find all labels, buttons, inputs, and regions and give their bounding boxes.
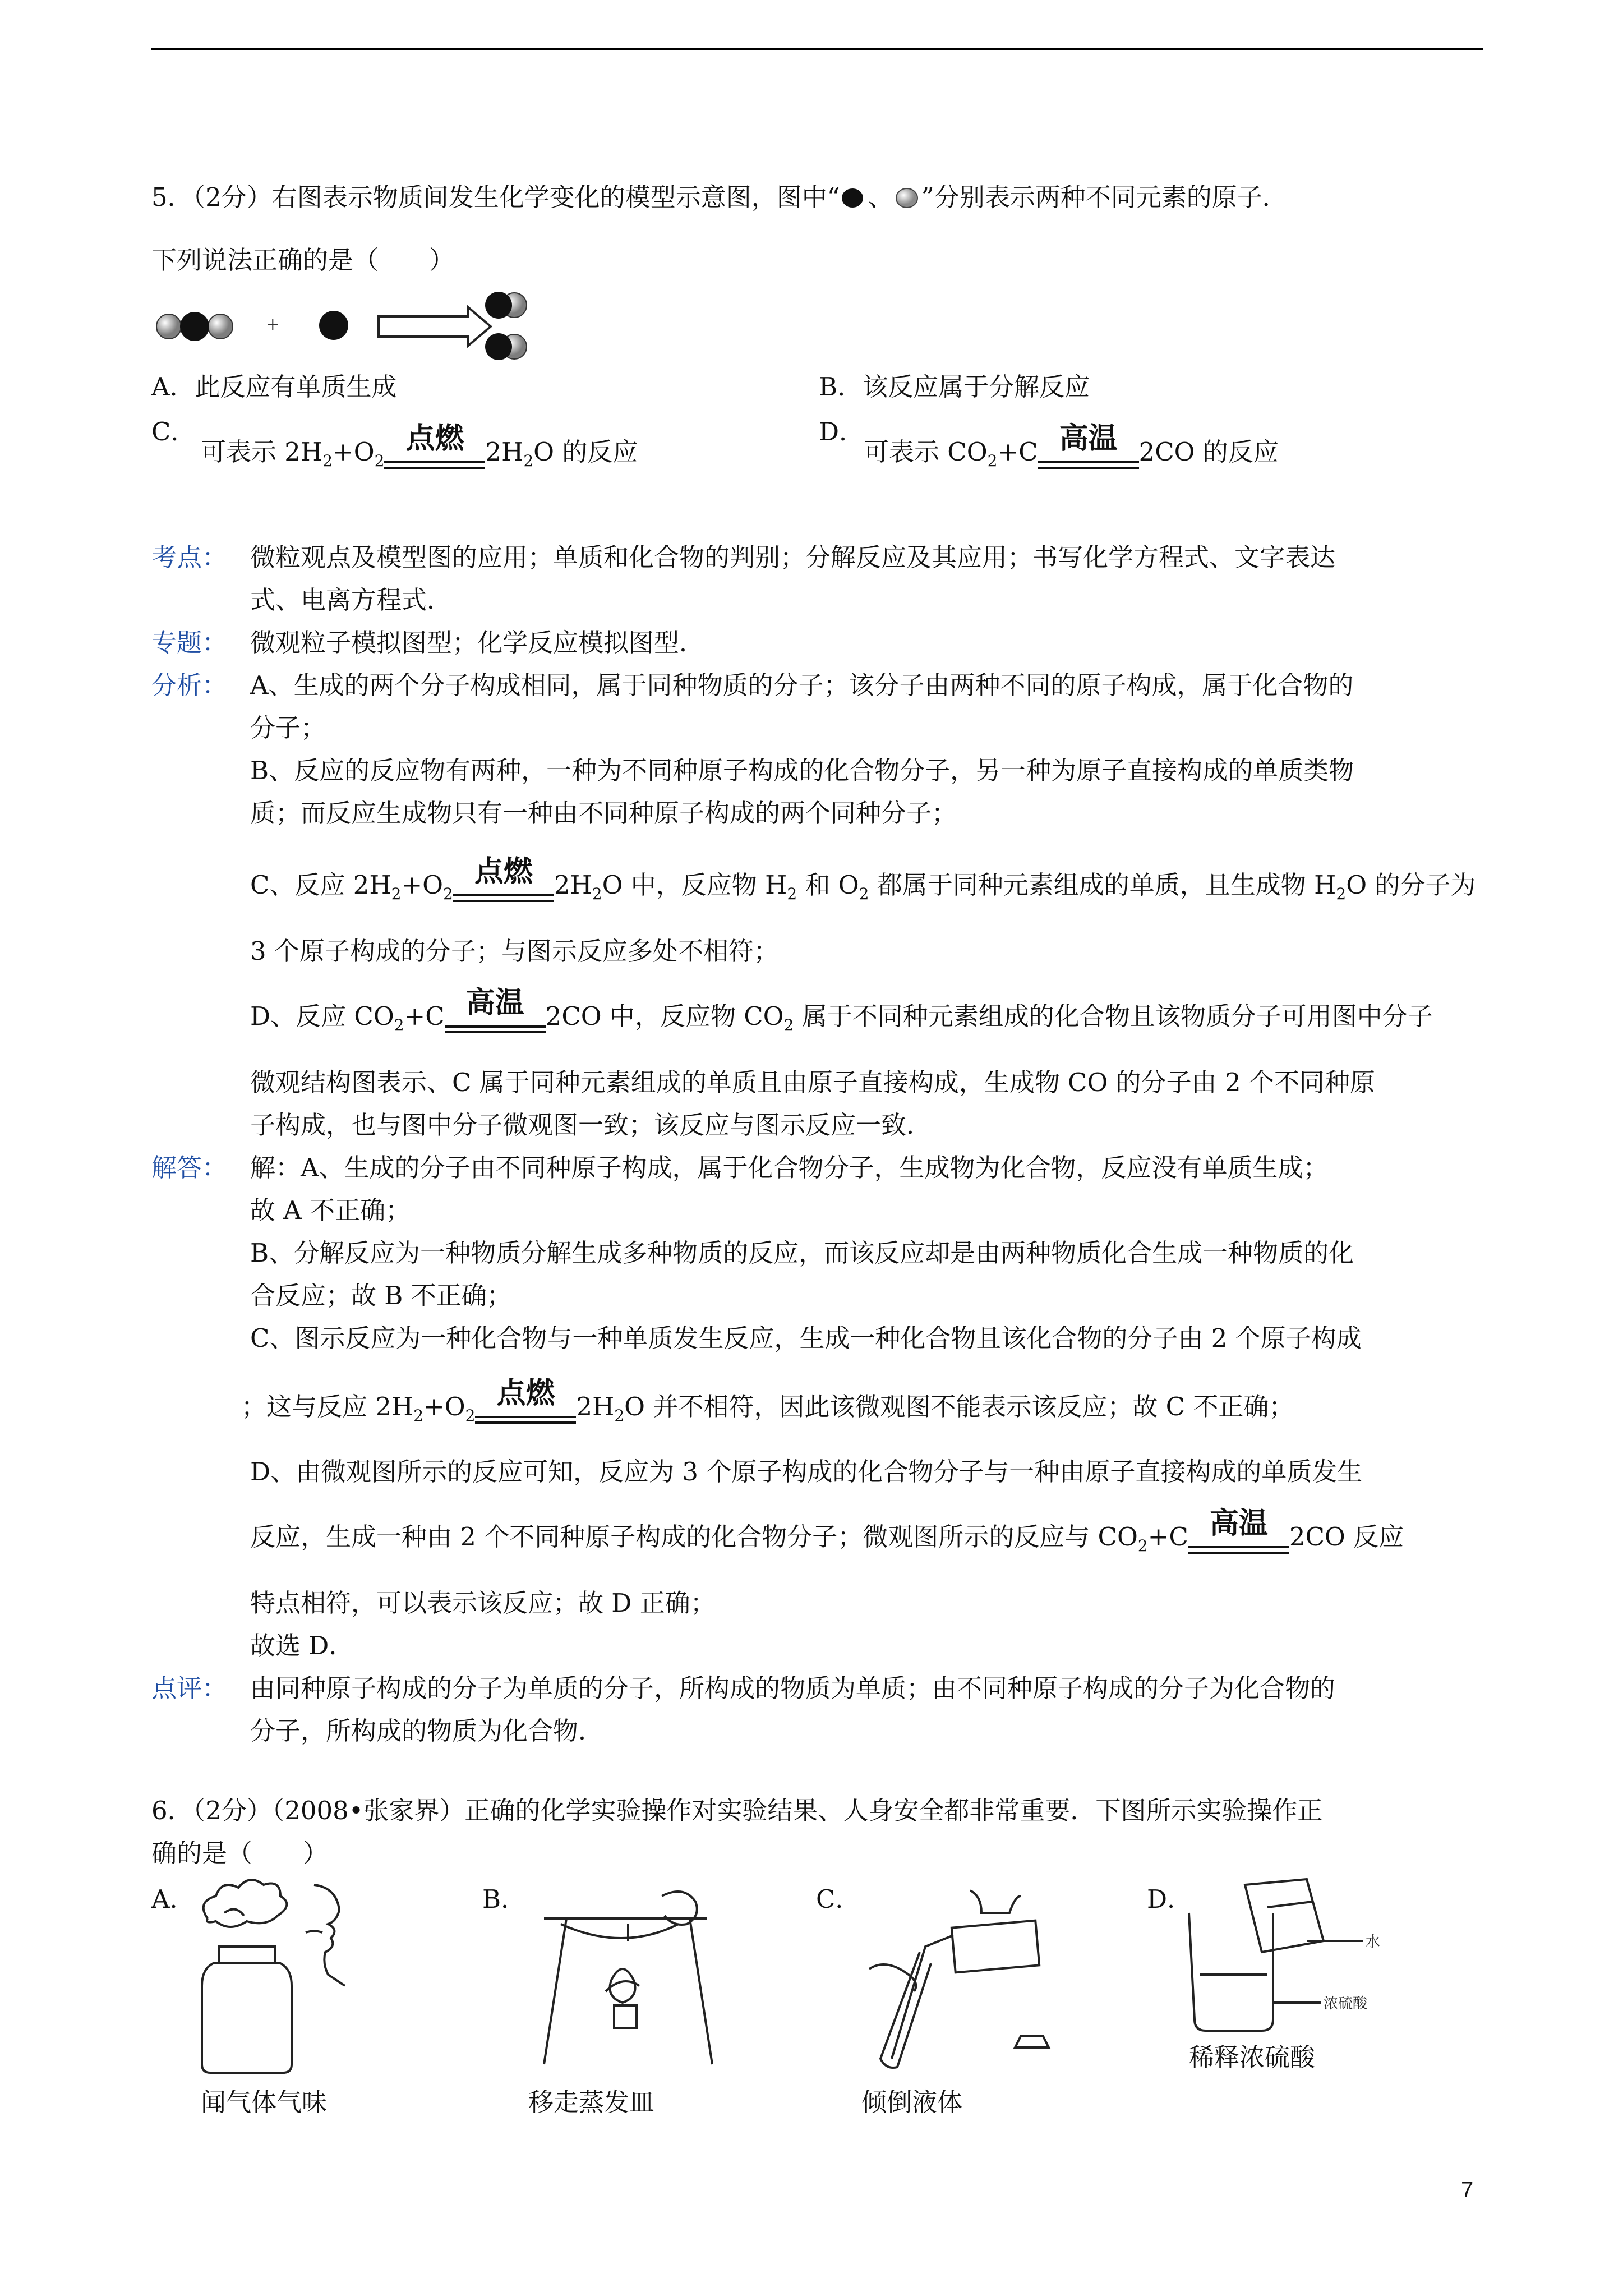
q6-caption-b: 移走蒸发皿 — [528, 2087, 655, 2117]
zhuanti-label: 专题： — [151, 628, 228, 657]
jieda-line4: 合反应；故 B 不正确； — [250, 1281, 512, 1310]
q6-option-c: C． — [816, 1884, 861, 1914]
condition-high-temp: 高温 — [1188, 1530, 1289, 1562]
condition-ignite: 点燃 — [475, 1400, 576, 1432]
jieda-line3: B、分解反应为一种物质分解生成多种物质的反应，而该反应却是由两种物质化合生成一种物质的化 — [250, 1238, 1354, 1268]
q6-stem-line1: 6．（2分）（2008•张家界）正确的化学实验操作对实验结果、人身安全都非常重要．下图所示实验操作正 — [151, 1796, 1323, 1825]
label-water: 水 — [1366, 1934, 1381, 1950]
jieda-line7: D、由微观图所示的反应可知，反应为 3 个原子构成的化合物分子与一种由原子直接构成的单质发生 — [250, 1457, 1363, 1487]
dianping-line1: 由同种原子构成的分子为单质的分子，所构成的物质为单质；由不同种原子构成的分子为化合物的 — [250, 1673, 1336, 1703]
reactant1-gray-atom-right — [208, 314, 233, 339]
reactant1-gray-atom-left — [156, 314, 181, 339]
jieda-line6: ；这与反应 $2H_2+O_2$ 点燃 $2H_2O$ 并不相符，因此该微观图不能表示该反应；故 C 不正确； — [241, 1391, 1294, 1432]
figure-evaporating-dish — [527, 1879, 729, 2081]
label-conc-acid: 浓硫酸 — [1324, 1995, 1368, 2012]
q5-option-b: B．该反应属于分解反应 — [819, 372, 1090, 402]
product2-black-atom — [485, 333, 512, 360]
figure-dilute-acid — [1183, 1874, 1419, 2053]
kaodian-label: 考点： — [151, 542, 228, 572]
q5-option-c: 可表示 $2H_2+O_2$ 点燃 $2H_2O$ 的反应 — [201, 436, 638, 477]
fenxi-label: 分析： — [151, 670, 228, 700]
fenxi-b-line2: 质；而反应生成物只有一种由不同种原子构成的两个同种分子； — [250, 798, 957, 828]
q6-option-b: B． — [482, 1884, 527, 1914]
fenxi-d-line2: 微观结构图表示、C 属于同种元素组成的单质且由原子直接构成，生成物 CO 的分子由 2 个不同种原 — [250, 1068, 1375, 1097]
condition-ignite: 点燃 — [453, 878, 554, 910]
dianping-label: 点评： — [151, 1673, 228, 1703]
q5-option-d-label: D． — [819, 417, 865, 447]
q5-stem-line1: 5．（2分）右图表示物质间发生化学变化的模型示意图，图中“ 、 ”分别表示两种不同元素的原子． — [151, 182, 1288, 212]
fenxi-a-line2: 分子； — [250, 713, 326, 743]
q6-caption-c: 倾倒液体 — [861, 2087, 963, 2117]
jieda-line9: 特点相符，可以表示该反应；故 D 正确； — [250, 1588, 716, 1618]
figure-smell-gas — [185, 1879, 387, 2081]
gray-atom-icon — [893, 187, 921, 209]
condition-ignite: 点燃 — [384, 445, 485, 477]
fenxi-b-line1: B、反应的反应物有两种，一种为不同种原子构成的化合物分子，另一种为原子直接构成的单质类物 — [250, 756, 1354, 785]
fenxi-d-line3: 子构成，也与图中分子微观图一致；该反应与图示反应一致． — [250, 1110, 932, 1140]
kaodian-line1: 微粒观点及模型图的应用；单质和化合物的判别；分解反应及其应用；书写化学方程式、文字表达 — [250, 542, 1336, 572]
fenxi-c-line1: C、反应 $2H_2+O_2$ 点燃 $2H_2O$ 中，反应物 $H_2$ 和 $O_2$ 都属于同种元素组成的单质，且生成物 $H_2O$ 的分子为 — [250, 869, 1476, 910]
figure-pour-liquid — [858, 1879, 1060, 2081]
black-atom-icon — [840, 187, 868, 209]
jieda-line5: C、图示反应为一种化合物与一种单质发生反应，生成一种化合物且该化合物的分子由 2 个原子构成 — [250, 1323, 1362, 1353]
plus-sign: + — [266, 312, 279, 337]
zhuanti-text: 微观粒子模拟图型；化学反应模拟图型． — [250, 628, 705, 657]
q5-option-d: 可表示 $CO_2+C$ 高温 2CO 的反应 — [864, 436, 1279, 477]
reactant1-black-atom — [180, 312, 209, 341]
q6-caption-a: 闻气体气味 — [201, 2087, 328, 2117]
jieda-label: 解答： — [151, 1153, 228, 1182]
reaction-arrow — [379, 307, 491, 346]
fenxi-c-line2: 3 个原子构成的分子；与图示反应多处不相符； — [250, 936, 779, 966]
q6-option-a: A． — [151, 1884, 195, 1914]
jieda-line1: 解：A、生成的分子由不同种原子构成，属于化合物分子，生成物为化合物，反应没有单质生成； — [250, 1153, 1329, 1182]
q6-option-d: D． — [1147, 1884, 1193, 1914]
kaodian-line2: 式、电离方程式． — [250, 585, 453, 615]
condition-high-temp: 高温 — [1038, 445, 1139, 477]
jieda-line2: 故 A 不正确； — [250, 1195, 411, 1225]
page-number: 7 — [1461, 2178, 1474, 2202]
q6-caption-d: 稀释浓硫酸 — [1189, 2042, 1316, 2072]
q5-stem-line2: 下列说法正确的是（ ） — [151, 245, 455, 275]
reactant2-black-atom — [319, 311, 348, 340]
jieda-line8: 反应，生成一种由 2 个不同种原子构成的化合物分子；微观图所示的反应与 $CO_2+C$ 高温 2CO 反应 — [250, 1521, 1404, 1562]
fenxi-a-line1: A、生成的两个分子构成相同，属于同种物质的分子；该分子由两种不同的原子构成，属于化合物的 — [250, 670, 1354, 700]
condition-high-temp: 高温 — [445, 1010, 546, 1041]
header-rule — [151, 48, 1483, 50]
q5-option-a: A．此反应有单质生成 — [151, 372, 397, 402]
jieda-line10: 故选 D． — [250, 1631, 354, 1660]
product1-black-atom — [485, 292, 512, 319]
reaction-model-diagram — [154, 280, 536, 370]
q5-option-c-label: C． — [151, 417, 196, 447]
dianping-line2: 分子，所构成的物质为化合物． — [250, 1716, 604, 1746]
q6-stem-line2: 确的是（ ） — [151, 1838, 329, 1868]
fenxi-d-line1: D、反应 $CO_2+C$ 高温 2CO 中，反应物 $CO_2$ 属于不同种元素组成的化合物且该物质分子可用图中分子 — [250, 1001, 1433, 1041]
